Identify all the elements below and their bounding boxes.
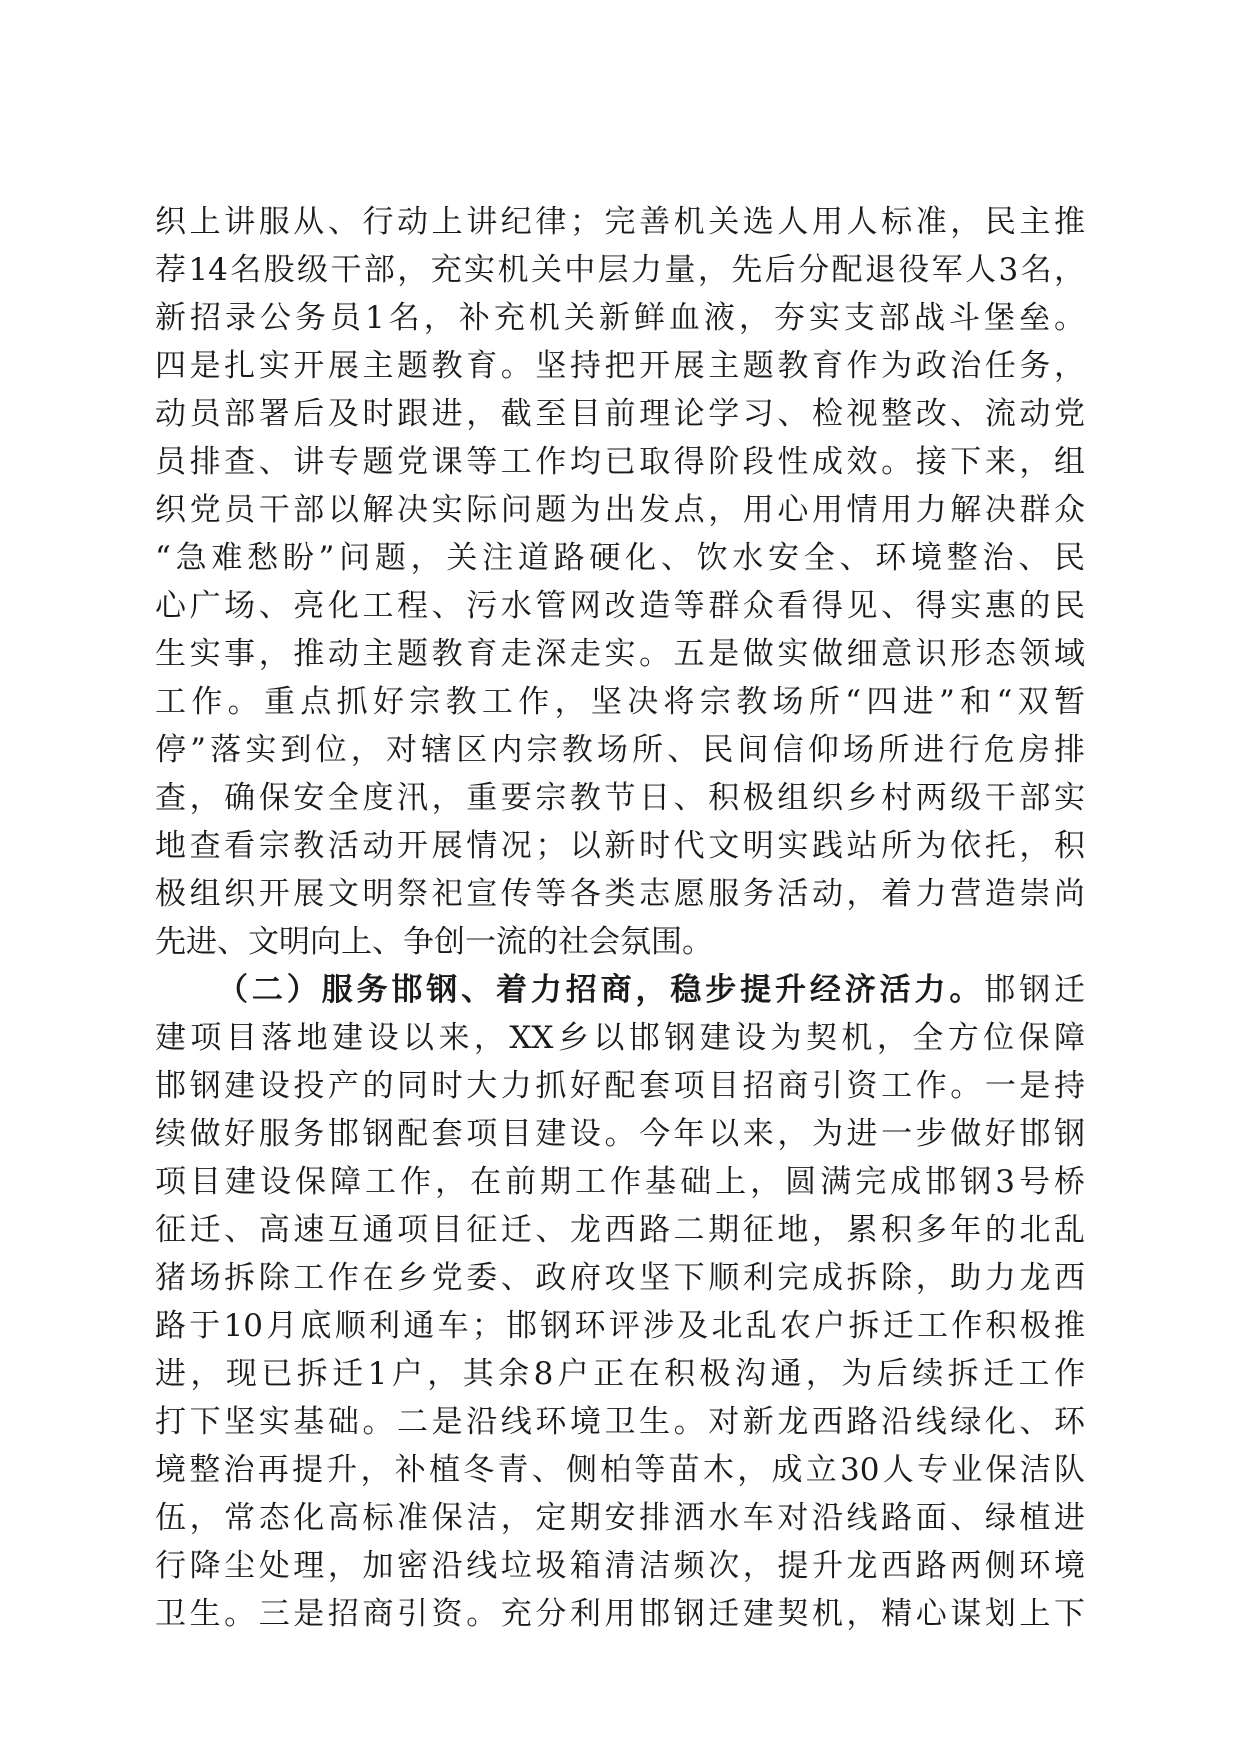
text-line: 极组织开展文明祭祀宣传等各类志愿服务活动，着力营造崇尚	[155, 876, 1085, 912]
text-line: 四是扎实开展主题教育。坚持把开展主题教育作为政治任务，	[155, 348, 1085, 384]
text-line: 心广场、亮化工程、污水管网改造等群众看得见、得实惠的民	[155, 588, 1085, 624]
body-text	[155, 198, 1085, 1638]
text-line: 员排查、讲专题党课等工作均已取得阶段性成效。接下来，组	[155, 444, 1085, 480]
text-line: 伍，常态化高标准保洁，定期安排洒水车对沿线路面、绿植进	[155, 1500, 1085, 1536]
text-line: 建项目落地建设以来，XX乡以邯钢建设为契机，全方位保障	[155, 1020, 1085, 1056]
text-line: 生实事，推动主题教育走深走实。五是做实做细意识形态领域	[155, 636, 1085, 672]
text-line: 猪场拆除工作在乡党委、政府攻坚下顺利完成拆除，助力龙西	[155, 1260, 1085, 1296]
text-line: 织党员干部以解决实际问题为出发点，用心用情用力解决群众	[155, 492, 1085, 528]
text-line: 先进、文明向上、争创一流的社会氛围。	[155, 924, 713, 960]
text-line: 织上讲服从、行动上讲纪律；完善机关选人用人标准，民主推	[155, 204, 1085, 240]
text-line: 动员部署后及时跟进，截至目前理论学习、检视整改、流动党	[155, 396, 1085, 432]
text-line: 进，现已拆迁1户，其余8户正在积极沟通，为后续拆迁工作	[155, 1356, 1085, 1392]
text-line: 邯钢建设投产的同时大力抓好配套项目招商引资工作。一是持	[155, 1068, 1085, 1104]
text-line: 工作。重点抓好宗教工作，坚决将宗教场所“四进”和“双暂	[155, 684, 1085, 720]
text-line: 路于10月底顺利通车；邯钢环评涉及北乱农户拆迁工作积极推	[155, 1308, 1085, 1344]
text-line: 新招录公务员1名，补充机关新鲜血液，夯实支部战斗堡垒。	[155, 300, 1085, 336]
section-heading-line	[155, 966, 1085, 1014]
text-line: 项目建设保障工作，在前期工作基础上，圆满完成邯钢3号桥	[155, 1164, 1085, 1200]
text-line: 停”落实到位，对辖区内宗教场所、民间信仰场所进行危房排	[155, 732, 1085, 768]
text-line: 卫生。三是招商引资。充分利用邯钢迁建契机，精心谋划上下	[155, 1596, 1085, 1632]
text-line: 地查看宗教活动开展情况；以新时代文明实践站所为依托，积	[155, 828, 1085, 864]
text-line: 荐14名股级干部，充实机关中层力量，先后分配退役军人3名，	[155, 252, 1085, 288]
text-line: 查，确保安全度汛，重要宗教节日、积极组织乡村两级干部实	[155, 780, 1085, 816]
heading-line-rest: 邯钢迁	[984, 972, 1085, 1008]
text-line: 征迁、高速互通项目征迁、龙西路二期征地，累积多年的北乱	[155, 1212, 1085, 1248]
text-line: 行降尘处理，加密沿线垃圾箱清洁频次，提升龙西路两侧环境	[155, 1548, 1085, 1584]
text-line: 境整治再提升，补植冬青、侧柏等苗木，成立30人专业保洁队	[155, 1452, 1085, 1488]
text-line: 打下坚实基础。二是沿线环境卫生。对新龙西路沿线绿化、环	[155, 1404, 1085, 1440]
section-heading: （二）服务邯钢、着力招商，稳步提升经济活力。	[217, 972, 985, 1008]
text-line: 续做好服务邯钢配套项目建设。今年以来，为进一步做好邯钢	[155, 1116, 1085, 1152]
text-line: “急难愁盼”问题，关注道路硬化、饮水安全、环境整治、民	[155, 540, 1085, 576]
